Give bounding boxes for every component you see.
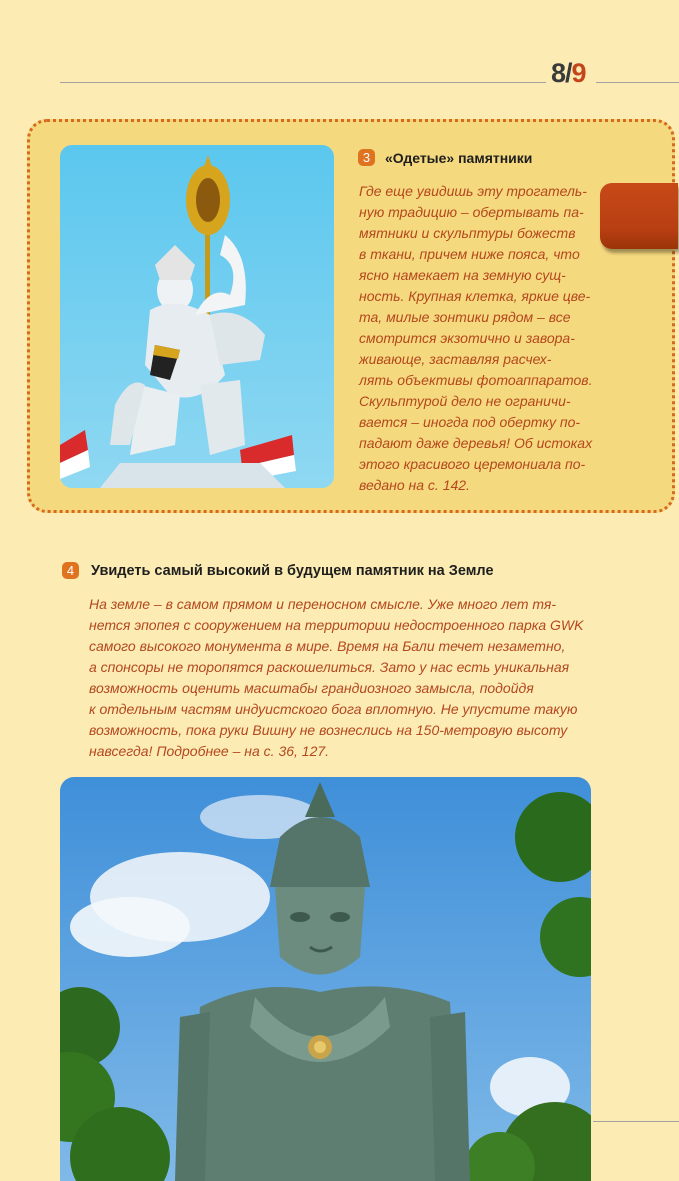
section-4-line: а спонсоры не торопятся раскошелиться. Зато у нас есть уникальная <box>89 659 570 675</box>
section-3-line: ясно намекает на земную сущ- <box>359 267 566 283</box>
section-3-line: ведано на с. 142. <box>359 477 470 493</box>
section-4-number-badge: 4 <box>62 562 79 579</box>
section-4-line: навсегда! Подробнее – на с. 36, 127. <box>89 743 330 759</box>
section-3-line: вается – иногда под обертку по- <box>359 414 581 430</box>
section-4-line: самого высокого монумента в мире. Время на Бали течет незаметно, <box>89 638 566 654</box>
section-3-body <box>359 181 599 496</box>
section-4-line: На земле – в самом прямом и переносном смысле. Уже много лет тя- <box>89 596 557 612</box>
section-3-line: ность. Крупная клетка, яркие цве- <box>359 288 591 304</box>
section-3-line: смотрится экзотично и завора- <box>359 330 575 346</box>
section-4-line: возможность, пока руки Вишну не вознеслись на 150-метровую высоту <box>89 722 568 738</box>
section-4-body <box>89 594 594 762</box>
section-4-line: нется эпопея с сооружением на территории недостроенного парка GWK <box>89 617 584 633</box>
section-3-line: лять объективы фотоаппаратов. <box>359 372 593 388</box>
section-3-line: живающе, заставляя расчех- <box>359 351 552 367</box>
section-4-line: возможность оценить масштабы грандиозного замысла, подойдя <box>89 680 534 696</box>
wrapped-statue-photo <box>60 145 334 488</box>
bottom-rule <box>593 1121 679 1122</box>
top-rule <box>60 82 546 83</box>
page-number <box>551 58 586 89</box>
top-rule-right <box>596 82 679 83</box>
page-current: 8/ <box>551 58 572 88</box>
section-3-line: падают даже деревья! Об истоках <box>359 435 593 451</box>
section-3-line: ную традицию – обертывать па- <box>359 204 584 220</box>
section-3-number-badge: 3 <box>358 149 375 166</box>
side-tab[interactable] <box>600 183 678 249</box>
section-4-line: к отдельным частям индуистского бога вплотную. Не упустите такую <box>89 701 578 717</box>
section-3-line: в ткани, причем ниже пояса, что <box>359 246 580 262</box>
section-3-line: Скульптурой дело не ограничи- <box>359 393 571 409</box>
section-3-line: мятники и скульптуры божеств <box>359 225 576 241</box>
section-3-line: Где еще увидишь эту трогатель- <box>359 183 587 199</box>
page-total: 9 <box>571 58 586 88</box>
section-3-line: этого красивого церемониала по- <box>359 456 586 472</box>
section-3-title: «Одетые» памятники <box>385 150 533 166</box>
section-4-title: Увидеть самый высокий в будущем памятник на Земле <box>91 563 494 579</box>
vishnu-statue-photo <box>60 777 591 1181</box>
section-3-line: та, милые зонтики рядом – все <box>359 309 571 325</box>
